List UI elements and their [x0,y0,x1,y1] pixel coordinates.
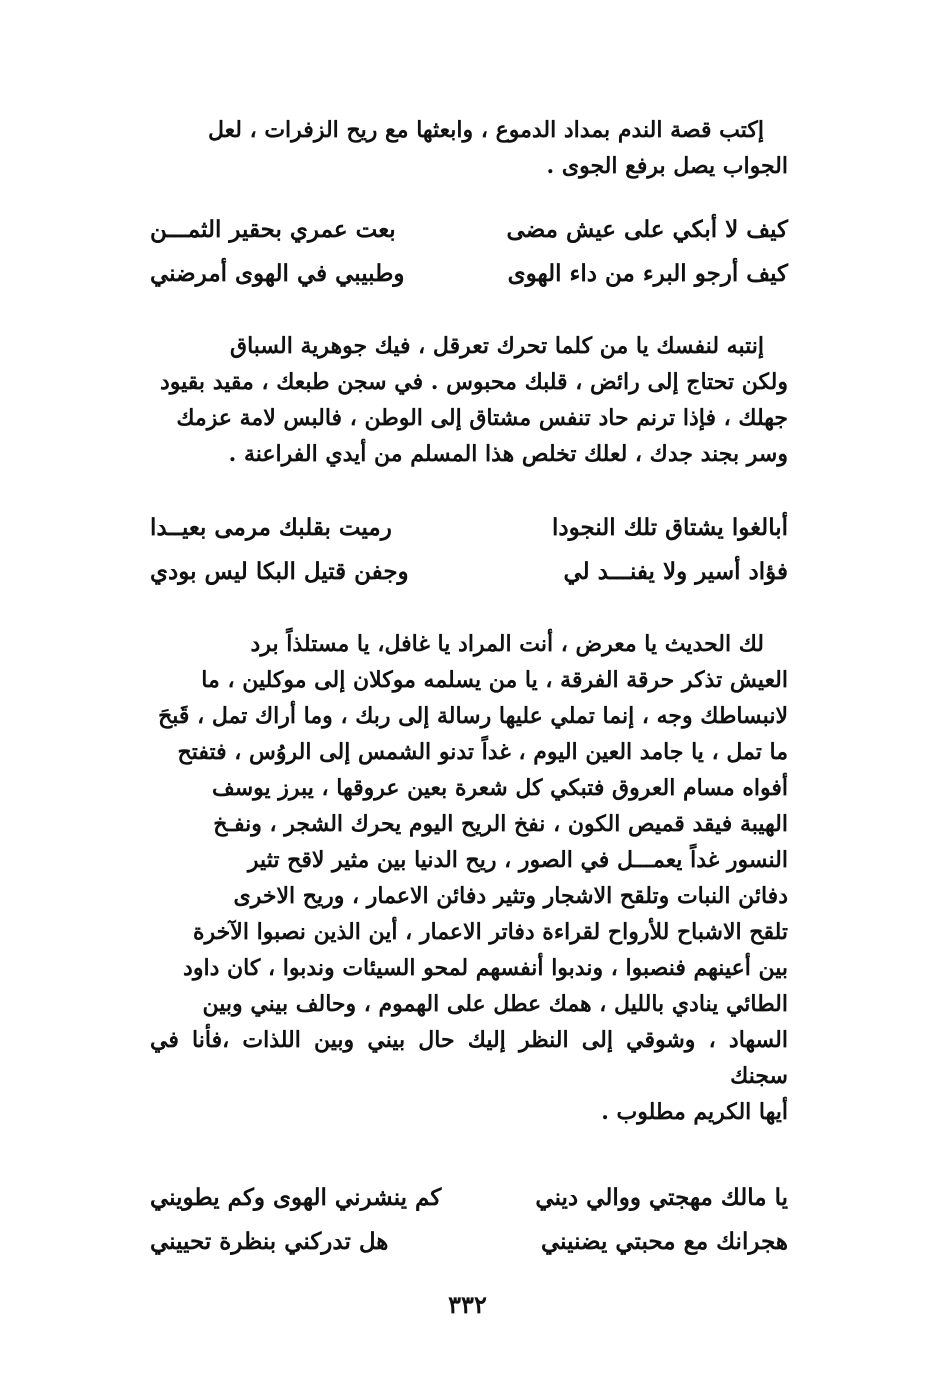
paragraph-1 [150,112,788,184]
text-line: النسور غداً يعمـــل في الصور ، ريح الدنيا بين مثير لاقح تثير [247,847,788,873]
text-line: جهلك ، فإذا ترنم حاد تنفس مشتاق إلى الوطن ، فالبس لامة عزمك [176,405,788,431]
verse-second-hemistich: كم ينشرني الهوى وكم يطويني [150,1184,442,1211]
text-line: إكتب قصة الندم بمداد الدموع ، وابعثها مع ريح الزفرات ، لعل [207,117,764,143]
text-line: الجواب يصل برفع الجوى . [546,153,788,179]
verse-first-hemistich: فؤاد أسير ولا يفنـــد لي [563,558,788,585]
text-line: تلقح الاشباح للأرواح لقراءة دفاتر الاعمار ، أين الذين نصبوا الآخرة [193,919,788,945]
text-line: الهيبة فيقد قميص الكون ، نفخ الريح اليوم يحرك الشجر ، ونفـخ [213,811,788,837]
text-line: إنتبه لنفسك يا من كلما تحرك تعرقل ، فيك جوهرية السباق [230,333,764,359]
poem-2 [150,506,788,594]
text-line: بين أعينهم فنصبوا ، وندبوا أنفسهم لمحو السيئات وندبوا ، كان داود [183,955,788,981]
verse-first-hemistich: هجرانك مع محبتي يضنيني [541,1228,788,1255]
verse-second-hemistich: بعت عمري بحقير الثمـــن [150,216,396,243]
verse-row [150,1176,788,1220]
text-line: العيش تذكر حرقة الفرقة ، يا من يسلمه موكلان إلى موكلين ، ما [201,667,788,693]
verse-second-hemistich: وجفن قتيل البكا ليس بودي [150,558,409,585]
poem-1 [150,208,788,296]
verse-row [150,550,788,594]
text-line: الطائي ينادي بالليل ، همك عطل على الهموم ، وحالف بيني وبين [202,991,788,1017]
text-line: أيها الكريم مطلوب . [601,1099,788,1125]
poem-3 [150,1176,788,1264]
text-line: السهاد ، وشوقي إلى النظر إليك حال بيني وبين اللذات ،فأنا في سجنك [150,1027,788,1089]
text-line: لك الحديث يا معرض ، أنت المراد يا غافل، يا مستلذاً برد [250,631,764,657]
verse-first-hemistich: كيف أرجو البرء من داء الهوى [507,260,788,287]
text-line: دفائن النبات وتلقح الاشجار وتثير دفائن الاعمار ، وريح الاخرى [233,883,788,909]
verse-row [150,252,788,296]
verse-row [150,506,788,550]
text-line: ولكن تحتاج إلى رائض ، قلبك محبوس . في سجن طبعك ، مقيد بقيود [160,369,788,395]
paragraph-3 [150,626,788,1130]
text-line: وسر بجند جدك ، لعلك تخلص هذا المسلم من أيدي الفراعنة . [228,441,788,467]
verse-second-hemistich: وطبيبي في الهوى أمرضني [150,260,405,287]
text-line: أفواه مسام العروق فتبكي كل شعرة بعين عروقها ، يبرز يوسف [211,775,788,801]
verse-first-hemistich: أبالغوا يشتاق تلك النجودا [551,514,788,541]
verse-first-hemistich: يا مالك مهجتي ووالي ديني [535,1184,788,1211]
verse-first-hemistich: كيف لا أبكي على عيش مضى [506,216,788,243]
verse-row [150,1220,788,1264]
verse-row [150,208,788,252]
text-line: ما تمل ، يا جامد العين اليوم ، غداً تدنو الشمس إلى الروُس ، فتفتح [177,739,788,765]
verse-second-hemistich: هل تدركني بنظرة تحييني [150,1228,389,1255]
paragraph-2 [150,328,788,472]
page-number: ٣٣٢ [448,1290,487,1319]
text-line: لانبساطك وجه ، إنما تملي عليها رسالة إلى ربك ، وما أراك تمل ، قَبحَ [158,703,788,729]
verse-second-hemistich: رميت بقلبك مرمى بعيــدا [150,514,392,541]
